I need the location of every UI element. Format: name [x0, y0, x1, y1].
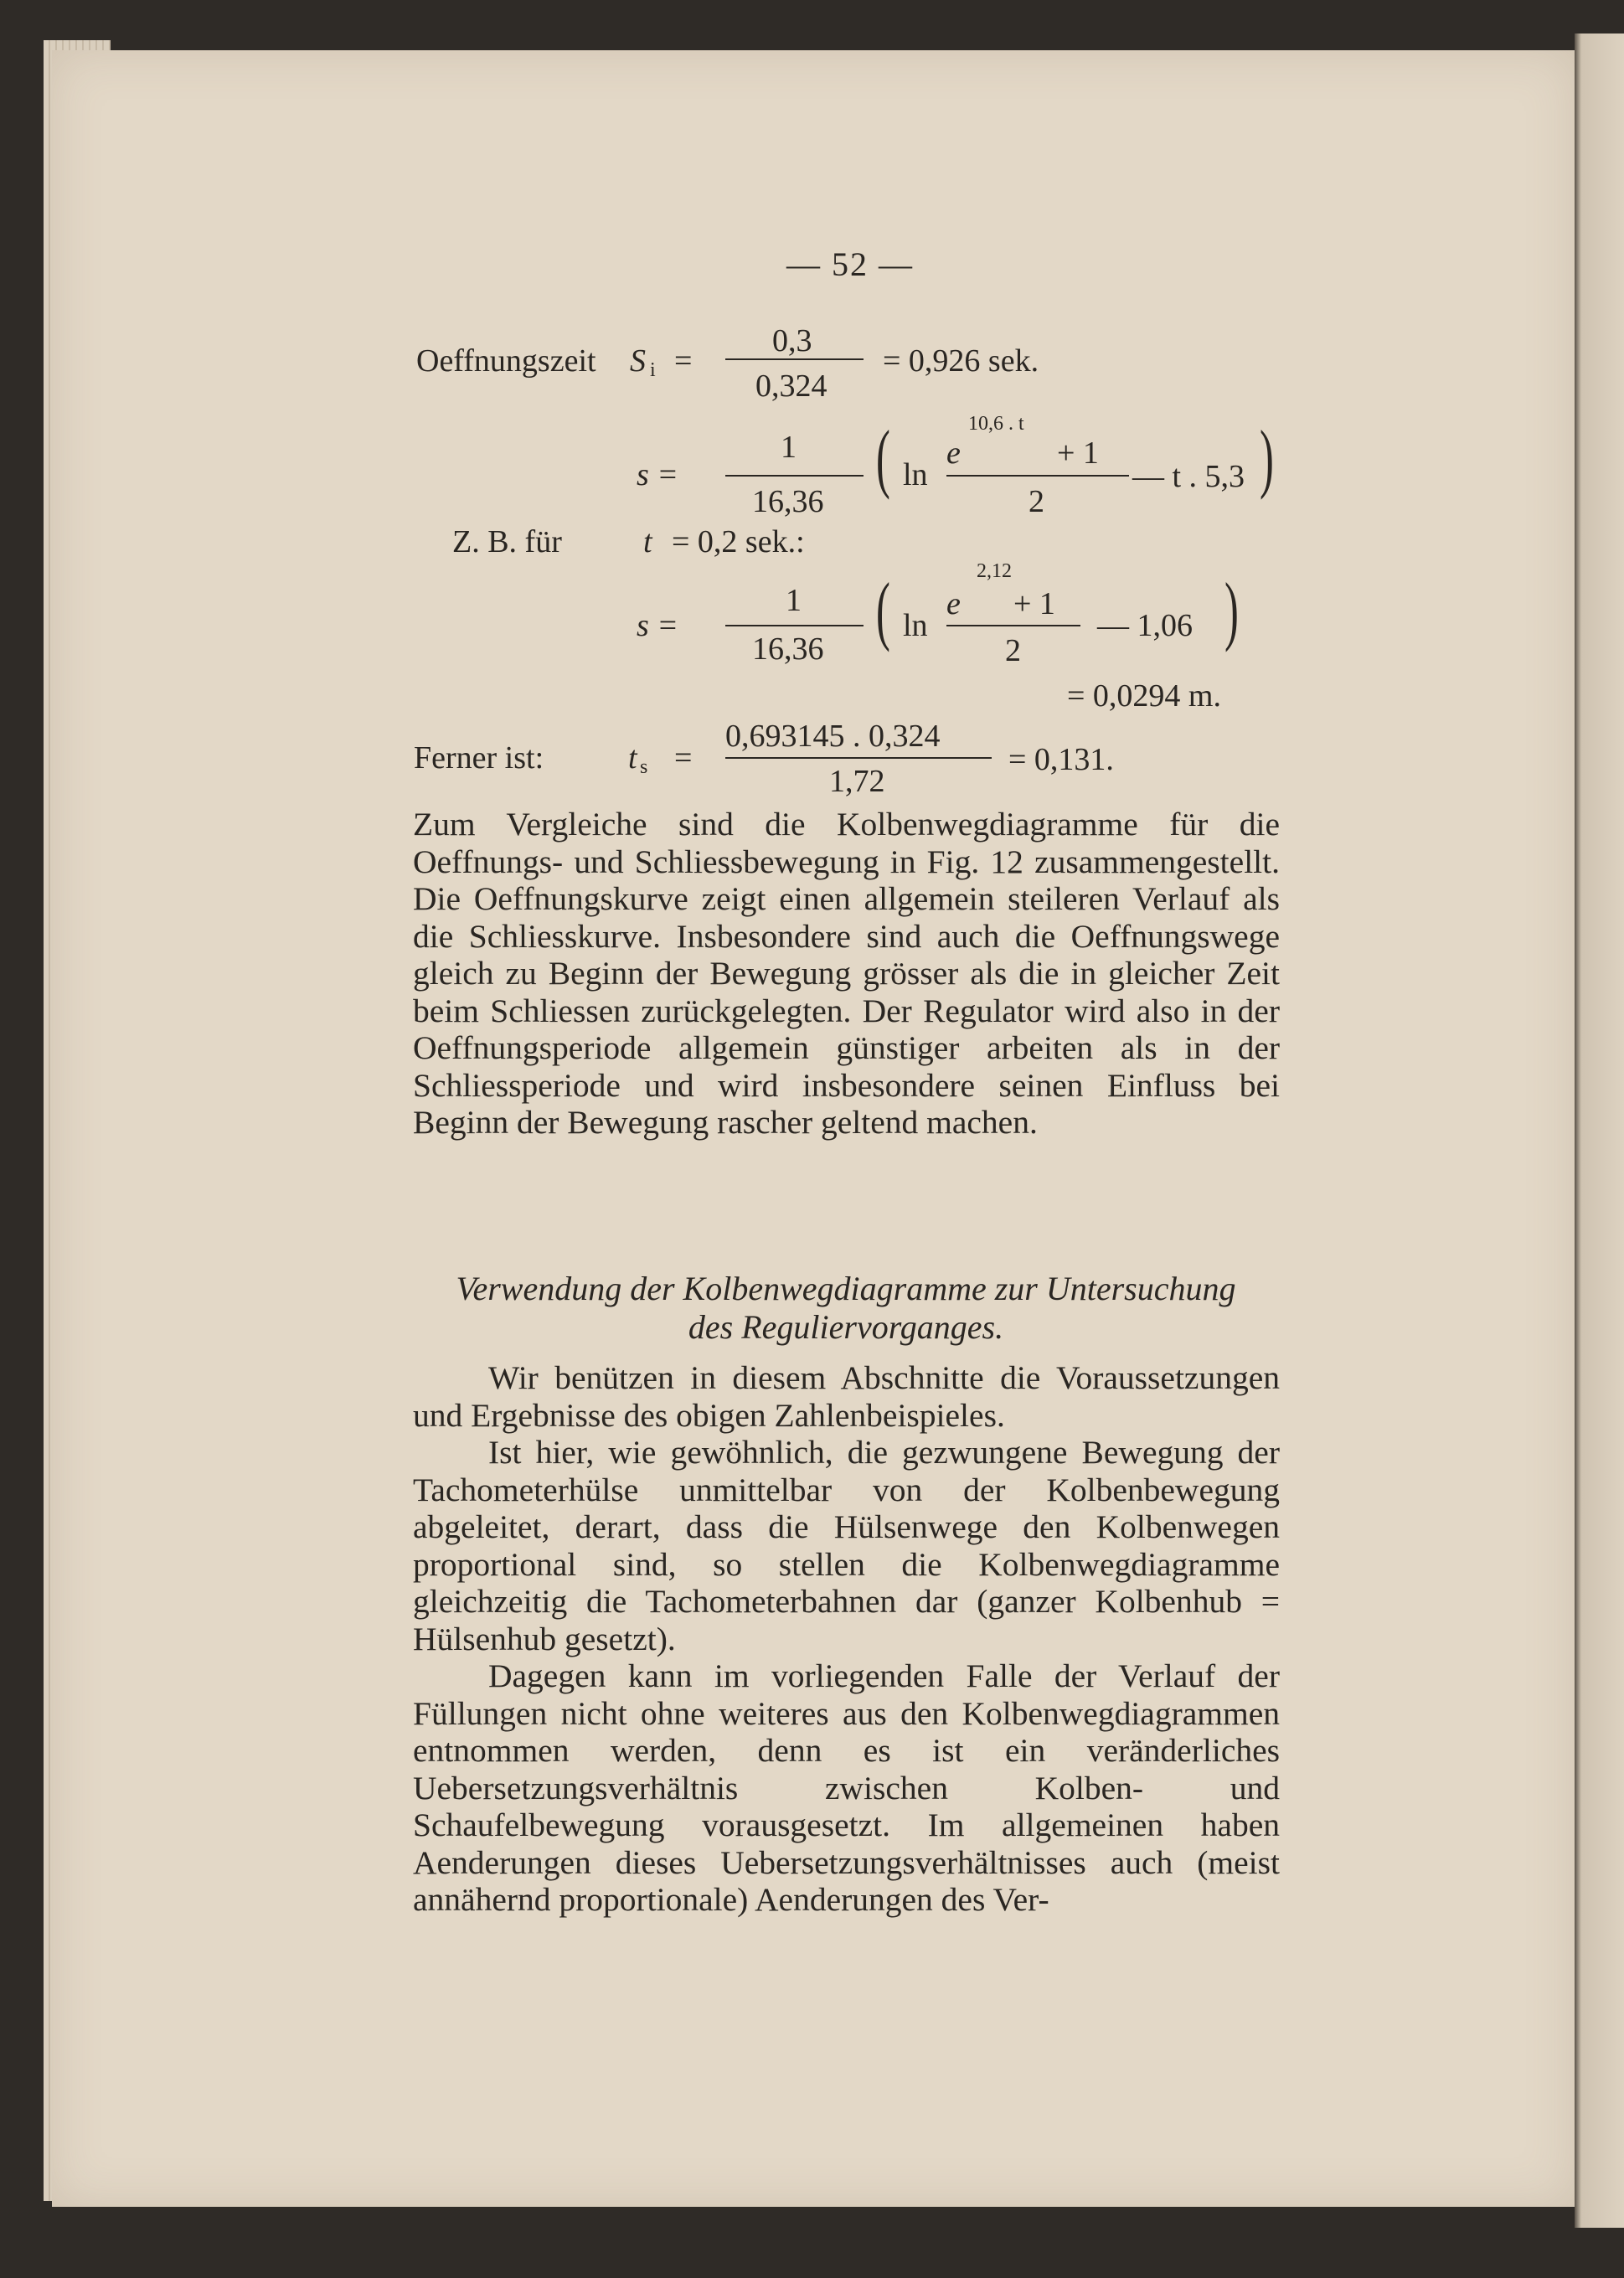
formula-label: Oeffnungszeit	[416, 343, 596, 379]
heading-line-1: Verwendung der Kolbenwegdiagramme zur Untersuchung	[456, 1270, 1236, 1307]
exponent: 10,6 . t	[968, 413, 1024, 435]
heading-line-2: des Reguliervorganges.	[688, 1308, 1004, 1346]
right-paren: )	[1224, 567, 1239, 652]
formula-subscript: s	[640, 756, 648, 778]
fraction-bar	[946, 625, 1080, 626]
formula-tail: — t . 5,3	[1132, 459, 1245, 494]
fraction-denominator: 16,36	[752, 631, 824, 667]
formula-tail: — 1,06	[1097, 608, 1193, 643]
paragraph-text: Dagegen kann im vorliegenden Falle der Verlauf der Füllungen nicht ohne weiteres aus den Kolbenwegdiagrammen entnommen werden, denn es ist ein veränderliches Uebersetzungsverhältnis zwischen Kolben- und Schaufelbewegung vorausgesetzt. Im allgemeinen haben Aenderungen dieses Uebersetzungsverhältnisses auch (meist annähernd proportionale) Aenderungen des Ver-	[413, 1657, 1280, 1918]
example-variable: t	[643, 524, 652, 559]
fraction-bar	[725, 475, 864, 477]
facing-page-edge	[1575, 34, 1624, 2228]
fraction-bar	[946, 475, 1129, 477]
fraction-denominator: 0,324	[755, 368, 827, 404]
fraction-denominator: 2	[1029, 484, 1044, 519]
page-number: — 52 —	[786, 245, 914, 283]
right-paren: )	[1260, 415, 1274, 500]
formula-result: = 0,0294 m.	[1067, 678, 1221, 714]
exp-base: e	[946, 586, 961, 621]
formula-result: = 0,131.	[1008, 742, 1114, 777]
formula-lhs: s =	[637, 457, 678, 492]
ln-operator: ln	[903, 608, 928, 643]
body-paragraph-group	[413, 1359, 1280, 1919]
ln-operator: ln	[903, 457, 928, 492]
fraction-numerator: 0,693145 . 0,324	[725, 719, 941, 754]
paragraph-text: Ist hier, wie gewöhnlich, die gezwungene Bewegung der Tachometerhülse unmittelbar von der Kolbenbewegung abgeleitet, derart, dass die Hülsenwege den Kolbenwegen proportional sind, so stellen die Kolbenwegdiagramme gleichzeitig die Tachometerbahnen dar (ganzer Kolbenhub = Hülsenhub gesetzt).	[413, 1434, 1280, 1657]
formula-result: = 0,926 sek.	[883, 343, 1039, 379]
formula-subscript: i	[650, 359, 656, 381]
fraction-denominator: 1,72	[829, 764, 885, 799]
example-value: = 0,2 sek.:	[672, 524, 805, 559]
fraction-numerator: 1	[786, 583, 802, 618]
formula-variable: S	[630, 343, 646, 379]
paragraph-text: Zum Vergleiche sind die Kolbenwegdiagramme für die Oeffnungs- und Schliessbewegung in Fig. 12 zusammengestellt. Die Oeffnungskurve zeigt einen allgemein steileren Verlauf als die Schliesskurve. Insbesondere sind auch die Oeffnungswege gleich zu Beginn der Bewegung grösser als die in gleicher Zeit beim Schliessen zurückgelegten. Der Regulator wird also in der Oeffnungsperiode allgemein günstiger arbeiten als in der Schliessperiode und wird insbesondere seinen Einfluss bei Beginn der Bewegung rascher geltend machen.	[413, 806, 1280, 1141]
formula-lhs: s =	[637, 608, 678, 643]
formula-variable: t	[628, 740, 637, 776]
plus-one: + 1	[1013, 586, 1055, 621]
fraction-numerator: 1	[781, 430, 797, 465]
exponent: 2,12	[977, 560, 1012, 582]
fraction-bar	[725, 625, 864, 626]
equals-sign: =	[674, 343, 693, 379]
fraction-bar	[725, 358, 864, 360]
example-text: Z. B. für	[452, 524, 562, 559]
paragraph-text: Wir benützen in diesem Abschnitte die Voraussetzungen und Ergebnisse des obigen Zahlenbeispieles.	[413, 1359, 1280, 1434]
fraction-denominator: 16,36	[752, 484, 824, 519]
left-paren: (	[876, 567, 890, 652]
fraction-numerator: 0,3	[772, 323, 812, 358]
exp-base: e	[946, 436, 961, 471]
plus-one: + 1	[1057, 436, 1099, 471]
body-paragraph	[413, 806, 1280, 1142]
fraction-bar	[725, 757, 992, 759]
equals-sign: =	[674, 740, 693, 776]
fraction-denominator: 2	[1005, 633, 1021, 668]
left-paren: (	[876, 415, 890, 500]
section-heading	[394, 1270, 1298, 1347]
formula-label: Ferner ist:	[414, 740, 544, 776]
